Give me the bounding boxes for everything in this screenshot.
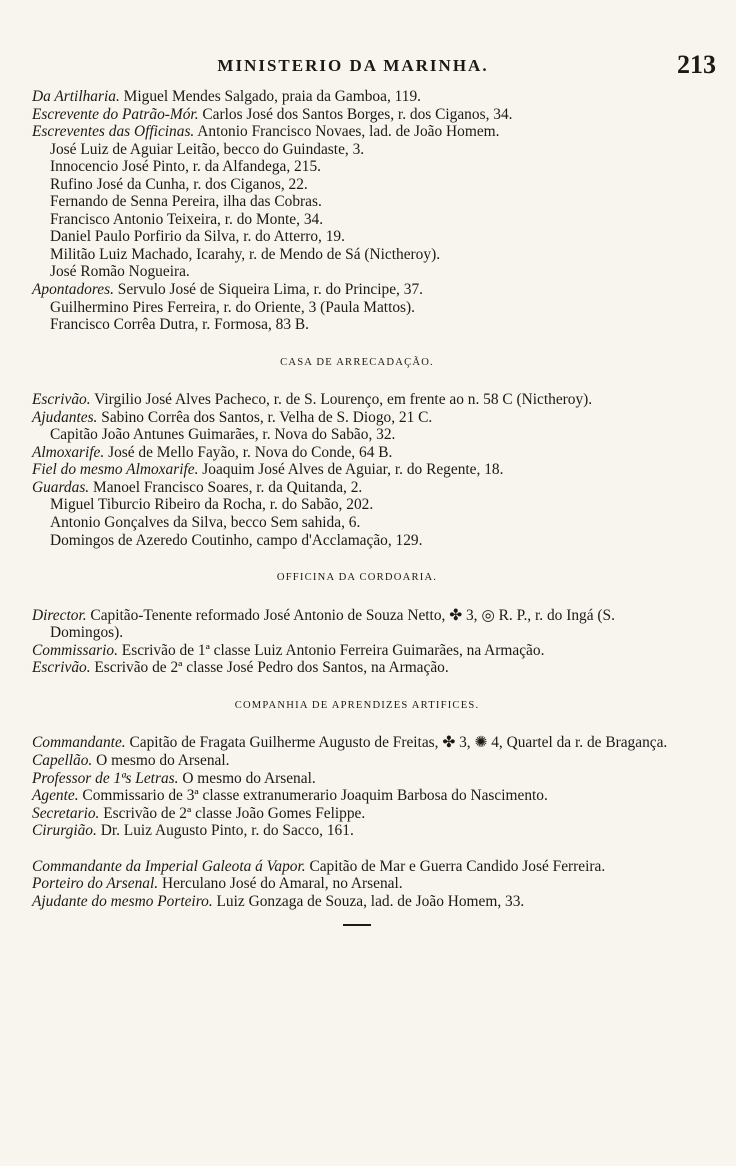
entry-role: Professor de 1ªs Letras. [32,769,179,787]
entry-text: Capitão de Fragata Guilherme Augusto de Freitas, ✤ 3, ✺ 4, Quartel da r. de Bragança. [125,734,668,752]
entry-text: Militão Luiz Machado, Icarahy, r. de Mendo de Sá (Nictheroy). [50,245,441,263]
entry-role: Escrevente do Patrão-Mór. [32,105,199,123]
officina-da-cordoaria-list [32,607,682,677]
directory-entry [32,123,682,141]
casa-de-arrecadacao-list [32,391,682,549]
directory-entry [32,770,682,788]
running-title: MINISTERIO DA MARINHA. [217,56,489,75]
directory-entry [32,514,682,532]
entry-role: Almoxarife. [32,443,105,461]
entry-role: Apontadores. [32,281,114,299]
directory-entry [32,176,682,194]
entry-role: Commissario. [32,641,118,659]
entry-role: Cirurgião. [32,822,97,840]
section-heading-casa-de-arrecadacao: CASA DE ARRECADAÇÃO. [280,356,434,368]
directory-entry [32,263,682,281]
entry-text: Fernando de Senna Pereira, ilha das Cobras. [50,193,322,211]
directory-entry [32,607,682,642]
directory-entry [32,496,682,514]
entry-role: Porteiro do Arsenal. [32,875,159,893]
entry-text: O mesmo do Arsenal. [178,769,316,787]
directory-entry [32,316,682,334]
directory-entry [32,193,682,211]
companhia-aprendizes-list [32,734,682,839]
directory-entry [32,858,682,876]
directory-entry [32,281,682,299]
entry-text: Carlos José dos Santos Borges, r. dos Ciganos, 34. [198,105,513,123]
entry-role: Agente. [32,787,79,805]
directory-entry [32,659,682,677]
directory-entry [32,141,682,159]
entry-text: Manoel Francisco Soares, r. da Quitanda, 2. [89,478,363,496]
entry-text: Antonio Gonçalves da Silva, becco Sem sahida, 6. [50,514,361,532]
entry-text: Dr. Luiz Augusto Pinto, r. do Sacco, 161. [96,822,354,840]
directory-entry [32,409,682,427]
directory-entry [32,752,682,770]
entry-text: Escrivão de 2ª classe João Gomes Felippe. [99,804,366,822]
directory-entry [32,88,682,106]
end-rule [343,924,371,926]
entry-text: O mesmo do Arsenal. [92,751,230,769]
entry-text: Guilhermino Pires Ferreira, r. do Oriente, 3 (Paula Mattos). [50,298,416,316]
entry-text: Escrivão de 2ª classe José Pedro dos Santos, na Armação. [90,659,449,677]
entry-role: Guardas. [32,478,90,496]
arsenal-clerks-list [32,88,682,334]
directory-entry [32,532,682,550]
entry-text: Innocencio José Pinto, r. da Alfandega, 215. [50,158,321,176]
directory-entry [32,444,682,462]
entry-text: Domingos de Azeredo Coutinho, campo d'Acclamação, 129. [50,531,423,549]
entry-text: Capitão-Tenente reformado José Antonio de Souza Netto, ✤ 3, ◎ R. P., r. do Ingá (S. Domingos). [50,606,615,642]
entry-text: Escrivão de 1ª classe Luiz Antonio Ferreira Guimarães, na Armação. [117,641,545,659]
entry-text: José Luiz de Aguiar Leitão, becco do Guindaste, 3. [50,140,365,158]
directory-entry [32,822,682,840]
section-heading-officina-da-cordoaria: OFFICINA DA CORDOARIA. [276,572,438,584]
directory-entry [32,734,682,752]
directory-entry [32,391,682,409]
entry-text: Servulo José de Siqueira Lima, r. do Principe, 37. [113,281,423,299]
entry-text: Capitão João Antunes Guimarães, r. Nova do Sabão, 32. [50,426,396,444]
directory-entry [32,106,682,124]
entry-text: Herculano José do Amaral, no Arsenal. [158,875,403,893]
entry-text: Capitão de Mar e Guerra Candido José Ferreira. [305,857,606,875]
entry-role: Ajudante do mesmo Porteiro. [32,892,213,910]
entry-text: Sabino Corrêa dos Santos, r. Velha de S. Diogo, 21 C. [97,408,433,426]
section-heading-companhia-aprendizes: COMPANHIA DE APRENDIZES ARTIFICES. [234,699,480,711]
galeota-porteiro-list [32,858,682,911]
entry-text: Daniel Paulo Porfirio da Silva, r. do Atterro, 19. [50,228,345,246]
page-number: 213 [677,50,716,79]
entry-role: Director. [32,606,87,624]
directory-entry [32,228,682,246]
entry-role: Commandante da Imperial Galeota á Vapor. [32,857,306,875]
entry-text: Joaquim José Alves de Aguiar, r. do Regente, 18. [198,461,504,479]
directory-entry [32,299,682,317]
entry-text: Miguel Mendes Salgado, praia da Gamboa, 119. [119,88,421,105]
entry-text: Rufino José da Cunha, r. dos Ciganos, 22. [50,175,308,193]
entry-text: Commissario de 3ª classe extranumerario Joaquim Barbosa do Nascimento. [78,787,548,805]
entry-role: Fiel do mesmo Almoxarife. [32,461,199,479]
entry-role: Commandante. [32,734,126,752]
entry-role: Secretario. [32,804,100,822]
entry-role: Capellão. [32,751,93,769]
directory-entry [32,642,682,660]
directory-entry [32,158,682,176]
directory-entry [32,893,682,911]
entry-text: Luiz Gonzaga de Souza, lad. de João Homem, 33. [212,892,525,910]
directory-entry [32,875,682,893]
entry-role: Ajudantes. [32,408,98,426]
directory-entry [32,479,682,497]
entry-text: José de Mello Fayão, r. Nova do Conde, 64 B. [104,443,393,461]
entry-text: Miguel Tiburcio Ribeiro da Rocha, r. do Sabão, 202. [50,496,374,514]
entry-text: Virgilio José Alves Pacheco, r. de S. Lourenço, em frente ao n. 58 C (Nictheroy). [90,391,593,409]
page-content [32,88,682,926]
entry-text: José Romão Nogueira. [50,263,190,281]
page-header [30,50,716,82]
spacer [32,840,682,858]
entry-text: Francisco Corrêa Dutra, r. Formosa, 83 B. [50,316,310,334]
entry-text: Antonio Francisco Novaes, lad. de João Homem. [194,123,500,141]
entry-role: Escreventes das Officinas. [32,123,195,141]
entry-text: Francisco Antonio Teixeira, r. do Monte, 34. [50,210,324,228]
entry-role: Da Artilharia. [32,88,120,105]
directory-entry [32,787,682,805]
directory-entry [32,461,682,479]
directory-entry [32,805,682,823]
entry-role: Escrivão. [32,391,91,409]
directory-entry [32,246,682,264]
directory-entry [32,426,682,444]
directory-entry [32,211,682,229]
entry-role: Escrivão. [32,659,91,677]
